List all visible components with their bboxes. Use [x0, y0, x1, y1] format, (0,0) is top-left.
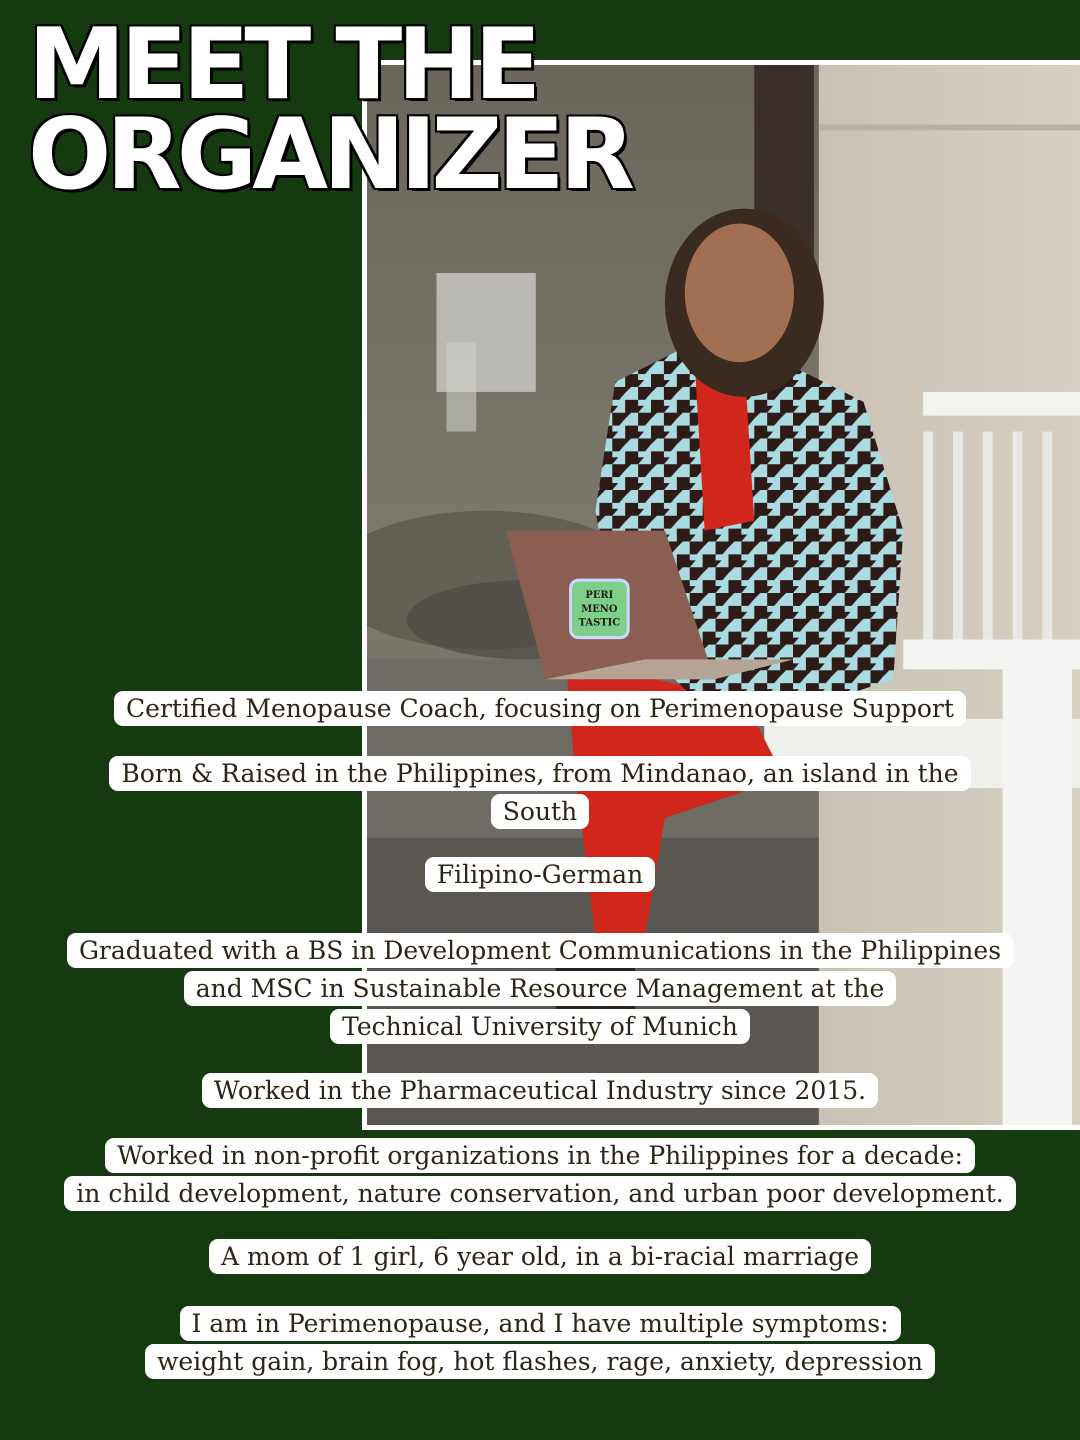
- fact-certified-coach: [0, 690, 1080, 728]
- fact-nationality: [0, 856, 1080, 894]
- fact-education: [0, 932, 1080, 1046]
- fact-text: Worked in non-profit organizations in the Philippines for a decade:: [105, 1138, 975, 1173]
- fact-text: and MSC in Sustainable Resource Management at the: [184, 971, 897, 1006]
- sticker-line-2: MENO: [581, 603, 618, 615]
- fact-text: Technical University of Munich: [330, 1009, 750, 1044]
- sticker-line-3: TASTIC: [578, 617, 621, 629]
- fact-text: Graduated with a BS in Development Communications in the Philippines: [67, 933, 1013, 968]
- fact-text: Certified Menopause Coach, focusing on Perimenopause Support: [114, 691, 966, 726]
- page-title: [28, 8, 631, 212]
- title-line-1: MEET THE: [28, 8, 537, 122]
- fact-text: A mom of 1 girl, 6 year old, in a bi-racial marriage: [209, 1239, 871, 1274]
- fact-symptoms: [0, 1305, 1080, 1381]
- fact-nonprofit: [0, 1137, 1080, 1213]
- fact-text: weight gain, brain fog, hot flashes, rage, anxiety, depression: [145, 1344, 935, 1379]
- fact-text: South: [491, 794, 589, 829]
- fact-text: Worked in the Pharmaceutical Industry since 2015.: [202, 1073, 878, 1108]
- title-line-2: ORGANIZER: [28, 98, 631, 212]
- fact-text: Born & Raised in the Philippines, from Mindanao, an island in the: [109, 756, 970, 791]
- sticker-line-1: PERI: [585, 589, 614, 601]
- fact-born-raised: [0, 755, 1080, 831]
- fact-text: I am in Perimenopause, and I have multiple symptoms:: [180, 1306, 901, 1341]
- fact-family: [0, 1238, 1080, 1276]
- fact-pharma: [0, 1072, 1080, 1110]
- fact-text: in child development, nature conservation, and urban poor development.: [64, 1176, 1015, 1211]
- fact-text: Filipino-German: [425, 857, 655, 892]
